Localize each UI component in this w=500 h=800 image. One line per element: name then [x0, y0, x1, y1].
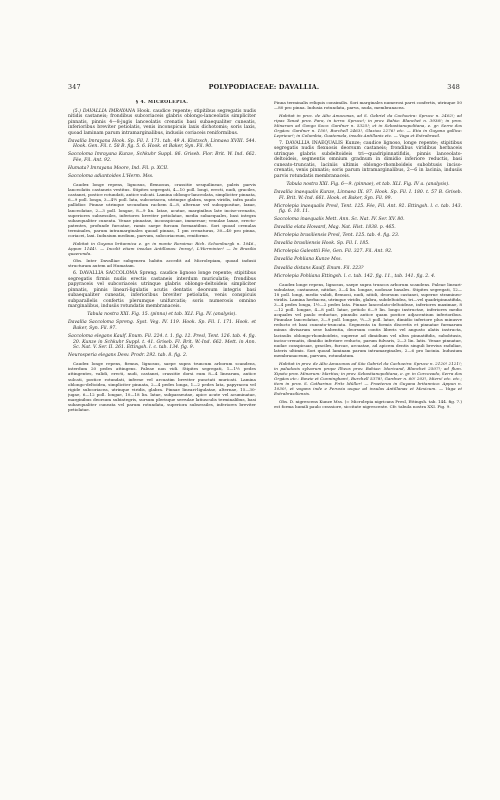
species-7-synonym: Microlepia Galeottii Fée, Gen. Fil. 327. Fil. Ant. 92. — [274, 249, 393, 255]
species-6-diagnosis — [68, 271, 256, 310]
running-title: POLYPODIACEAE: DAVALLIA. — [208, 83, 320, 91]
right-column — [274, 100, 462, 780]
species-5-description: Caudex longe repens, lignosus, flexuosus, crassitie sesquilineae, paleis parvis lanceolatis castaneis vestitus. Stipites segregati, 4—10 poll. longi, erecti, nudi, graciles, castanei, postice rotundati, antice sulcati. Lamina oblongo-lanceolata, simpliciter pinnata, 6—9 poll. longa, 3—4½ poll. lata, subcoriacea, utrinque glabra, supra viridis, infra paulo pallidior. Pinnae utrinque secundum rachem 4—8, alternae vel suboppositae, laxae, lanceolatae, 2—3 poll. longae, 8—9 lin. latae, acutae, marginibus late incise-crenatis, superiores subsessiles, inferiores breviter petiolatae, media subaequales, basi integra subaequaliter cuneata. Venae pinnatae, inconspicuae, immersae; venulae laxae, erecto-patentes, profunde furcatae, ramis saepe furcam formantibus. Sori quoad crenulas terminales, parum intramarginales quoad pinnas, 1 pm crenaturas, 30—40 pro pinna, coriacei, laxi. Indusium medium, parvum, subcoriaceum, reniforme. — [68, 182, 256, 238]
species-5-synonym: Saccoloma Imrayana Kunze, Schkuhr Suppl. 86. Griseb. Flor. Brit. W. Ind. 662. Fée, Fil. Ant. 92. — [68, 152, 256, 163]
species-7-synonym: Saccoloma inaequalis Mett. Ann. Sc. Nat. IV. Ser. XV. 80. — [274, 217, 405, 223]
left-column — [68, 100, 256, 780]
species-7-heading: 7. DAVALLIA INAEQUALIS — [279, 140, 344, 146]
species-7-synonym: Davallia elata Howard, Mag. Nat. Hist. 1838. p. 465. — [274, 225, 396, 231]
page-header — [68, 83, 460, 93]
species-5-synonym: Saccoloma adiantoides L'Herm. Mss. — [68, 174, 154, 180]
species-6-plate-reference: Tabula nostra XXI. Fig. 15. (pinna) et tab. XLI. Fig. IV. (analysis). — [87, 312, 237, 318]
species-7-habitat: Habitat in prov. de Alto Amazonas ad São Gabriel da Cachoeira: Spruce n. 2120! 2121!; in paludosis sylvarum prope Ilheos prov. Bahiae: Moricand, Blanchet 2507!; ad flum. Xipoto prov. Minarum: Martius; in prov. Sebastianopolitana, e. gr. in Corcovado, Serra dos Orgãos etc.: Bowie et Cunningham!, Burchell 5378!, Gardner n. 60! 203!, Miers! etc. etc.; item in prov. S. Catharina: Fritz Müller! — Praeterea in Guyana britannica: Appun n. 1030!, et vagans inde e Peruvia usque ad insulas Antillanas et Mexicum. — Vaga et Extrabrasiliensis. — [274, 360, 462, 397]
species-6-heading: 6. DAVALLIA SACCOLOMA — [73, 271, 138, 277]
species-5-diagnosis — [68, 109, 256, 137]
species-7-text: Kunze; caudice lignoso, longe repente; stipitibus segregatis nudis flexuosis deorsum castaneis; frondibus viridibus herbaceis utrinque glabris subdeltoideis tri—quadripinnatifidis, pinnis lanceolato-deltoideis, segmentis omnium gradnum in dimidio inferiore reductis, basi cuneato-truncatis, laciniis ultimis oblongo-rhomboideis subobtusis inciso-crenatis, venis pinnatis; soris parum intramarginalibus, 2—6 in lacinia, indusiis parvis rotundatis membranaceis. — [274, 140, 462, 179]
species-7-synonym: Davallia Pohliana Kunze Mss. — [274, 257, 342, 263]
species-6-description: Caudex longe repens, firmus, lignosus, saepe supra truncum arborum scandens, interdum 20 pedes attingens. Paleae non vidi. Stipites segregati, 1—1½ pedes attingentes, validi, erecti, nudi, castanei, crassitie dorsi eum 8—4 linearum, antice sulcati, postice rotundati, inferne vel arcuatim breviter punctati muricati. Lamina oblongo-deltoidea, simpliciter pinnata, 2—4 pedes longa, 1—2 pedes lata, papyracea vel rigide subcoriacea, utrinque viridis, glabra. Pinnae lineari-ligulatae, alternae, 15—30-jugae, 6—12 poll. longae, 10—18 lin. latae, subparaeutae, apice acute vel acuminatae, marginibus deorsum subintegris, sursum plerisque serrulae latiusculis terminalibus, basi subaequaliter cuneata vel parum rotundata, superiora subsessiles, inferiores breviter petiolatae. — [68, 361, 256, 413]
species-7-synonym: Davallia distans Kaulf. Enum. Fil. 223? — [274, 265, 364, 271]
species-5-heading: (5.) DAVALLIA IMRAYANA — [73, 108, 136, 114]
species-6-text: Spreng. caudice lignoso longe repente; stipitibus segregatis firmis nudis erectis castaneis interdum muriculatis; frondibus papyraceis vel subcoriaceis utrinque glabris oblongo-deltoideis simpliciter pinnatis, pinnis lineari-ligulatis acutis dentatis deorsum integris basi subaequaliter cuneatis, inferioribus breviter petiolatis, venis conspicuis subparallelis confertis plerumque unifurcatis; soris numerosis omnino marginalibus, indusiis rotundatis membranaceis. — [68, 271, 256, 310]
species-7-synonym: Davallia inaequalis Kunze, Linnaea IX. 87. Hook. Sp. Fil. I. 180. t. 57 B. Griseb. Fl. Brit. W.-Ind. 661. Hook. et Baker, Syn. Fil. 99. — [274, 190, 462, 201]
species-5-observation: Obs. Inter Davalliae subgenera habitu accedit ad Microlepiam, quoad indusii structuram autem ad Humatam. — [68, 258, 256, 269]
species-5-synonym: Humata? Imrayana Moore, Ind. Fil. p. XCII. — [68, 165, 169, 171]
species-7-synonym: Microlepia brasiliensis Presl, Tent. 125. tab. 4. fig. 23. — [274, 233, 400, 239]
species-7-synonym: Microlepia Pohliana Ettingsh. l. c. tab. 142. fig. 11., tab. 141. fig. 2. 4. — [274, 273, 436, 279]
species-7-description: Caudex longe repens, lignosus, saepe supra truncos arborum scandens. Paleae lineari-subulatae, castaneae, nitidae, 3—4 lin. longae, nodosae basales. Stipites segregati, 12—18 poll. longi, medio validi, flexuosi, nudi, nitidi, deorsum castanei, superne stramineo-viridis. Lamina herbacea, utrinque viridis, glabra, subdeltoidea, tri—vel quadripinnatifida, 3—4 pedes longa, 1½—2 pedes lata. Pinnae lanceolato-deltoideae, inferiores maximae, 8—12 poll. longae, 4—8 poll. latae, petiolo 6—9 lin. longo instructae, inferiores medio acquales vel paulo reductae, pinnulis antice quam postice adjacentium inferioribus. Pinnulae lanceolatae, 3—9 poll. longae, ½—3 poll. latae, dimidio inferiore plus minusve reducto et basi cuneato-truncata. Segmenta in formis discretis et pinnatae furmarum minus divisarum sese habentia, deorsum contis liberis vel angusto alatis instructa, lacinulis oblongo-rhomboideis, superne ad dimidium vel ultra pinnatifidis, subobtusis, inciso-crenatis, dimidio inferiore reducto, parum fulvaris, 2—3 lin. latis. Venae pinnatae, nudae conspicuae, graciles, furcae, arcuatae, ad apicem dentis singuli brevius raduliae, lateris ultimis. Sori quoad laminam parum intramarginales, 2—6 pro lacinia. Indusium membranaceum, parvum, rotundatum. — [274, 281, 462, 358]
section-title: § 4. MICROLEPIA. — [135, 100, 189, 105]
page-number-left: 347 — [68, 83, 81, 91]
species-6-description-continued: Pinna terminalis reliquis consimilis. Sori marginales numerosi parvi confertis, utrinque 50—80 pro pinna. Indusia rotundata, parva, nuda, membranacea. — [274, 100, 462, 111]
species-6-synonym: Davallia Saccoloma Spreng. Syst. Veg. IV. 119. Hook. Sp. Fil. I. 171. Hook. et Baker, Syn. Fil. 97. — [68, 320, 256, 331]
species-5-synonym: Davallia Imrayana Hook. Sp. Fil. I. 171. tab. 49 A. Klotzsch, Linnaea XVIII. 544. Hook. Gen. Fil. t. 58 B. fig. 5. 6. Hook. et Baker, Syn. Fil. 90. — [68, 138, 256, 150]
species-7-synonym: Microlepia inaequalis Presl, Tent. 125. Fée, Fil. Ant. 92. Ettingsh. l. c. tab. 143. fig. 6. 10. 11. — [274, 203, 462, 215]
species-7-diagnosis — [274, 141, 462, 180]
species-6-synonym: Saccoloma elegans Kaulf. Enum. Fil. 224. t. 1. fig. 12. Presl, Tent. 126. tab. 4. fig. 20. Kunze in Schkuhr Suppl. t. 41. Griseb. Fl. Brit. W.-Ind. 662. Mett. in Ann. Sc. Nat. V. Ser. II. 261. Ettingsh. l. c. tab. 134. fig. 9. — [68, 334, 256, 351]
species-5-text: Hook. caudice repente; stipitibus segregatis nudis nitidis castaneis; frondibus subcoriaceis glabris oblongo-lanceolatis simpliciter pinnatis, pinnis 4—8-jugis lanceolatis crenatis basi subaequaliter cuneatis, inferioribus breviter petiolatis, venis inconspicuis laxis dichotomis; soris laxis, quoad laminam parum intramarginalibus, indusiis coriaceis reniformibus. — [68, 108, 256, 136]
species-6-synonym: Neurosperia elegans Desv. Prodr. 292. tab. 8. fig. 2. — [68, 353, 188, 359]
species-7-plate-reference: Tabula nostra XXI. Fig. 6—9. (pinnae), et tab. XLI. Fig. IV a. (analysis). — [286, 181, 450, 187]
species-5-habitat: Habitat in Guyana britannica e. gr. in monte Roraima: Rich. Schomburgk n. 1046., Appun 1144!. — Incolit etiam insulas Antillanas: Imray!, L'Herminier! — In Brasilia quaerenda. — [68, 240, 256, 256]
species-6-habitat: Habitat in proc. de Alto Amazonas, ad S. Gabriel da Cachoeira: Spruce n. 2402!; ad ripas Tanaē prov. Para, in terra: Spruce!; in prov. Bahia: Blanchet n. 3936!; in prov. Minarum ad Gongo Soco: Gardner n. 5325!; et in Sebastianopolitana, e. gr. Serra dos Orgãos: Gardner n. 150!, Burchell 2463!, Glaziou 2276! etc. — Etia in Guyana gallica: Leprieur!; in Columbia, Guatemala, insulis Antillanis etc. — Vaga et Extrabrasil. — [274, 112, 462, 139]
species-7-synonym: Davallia brasiliensis Hook. Sp. Fil. I. 185. — [274, 241, 370, 247]
page-number-right: 348 — [447, 83, 460, 91]
species-7-observation: Obs. D. nigrescens Kunze Mss. (= Microlepia nigricans Presl, Ettingsh. tab. 144. fig. 7.) est forma humili paulo crassiore, siccitate nigrescente. Cfr. tabula nostra XXI. Fig. 9. — [274, 398, 462, 409]
